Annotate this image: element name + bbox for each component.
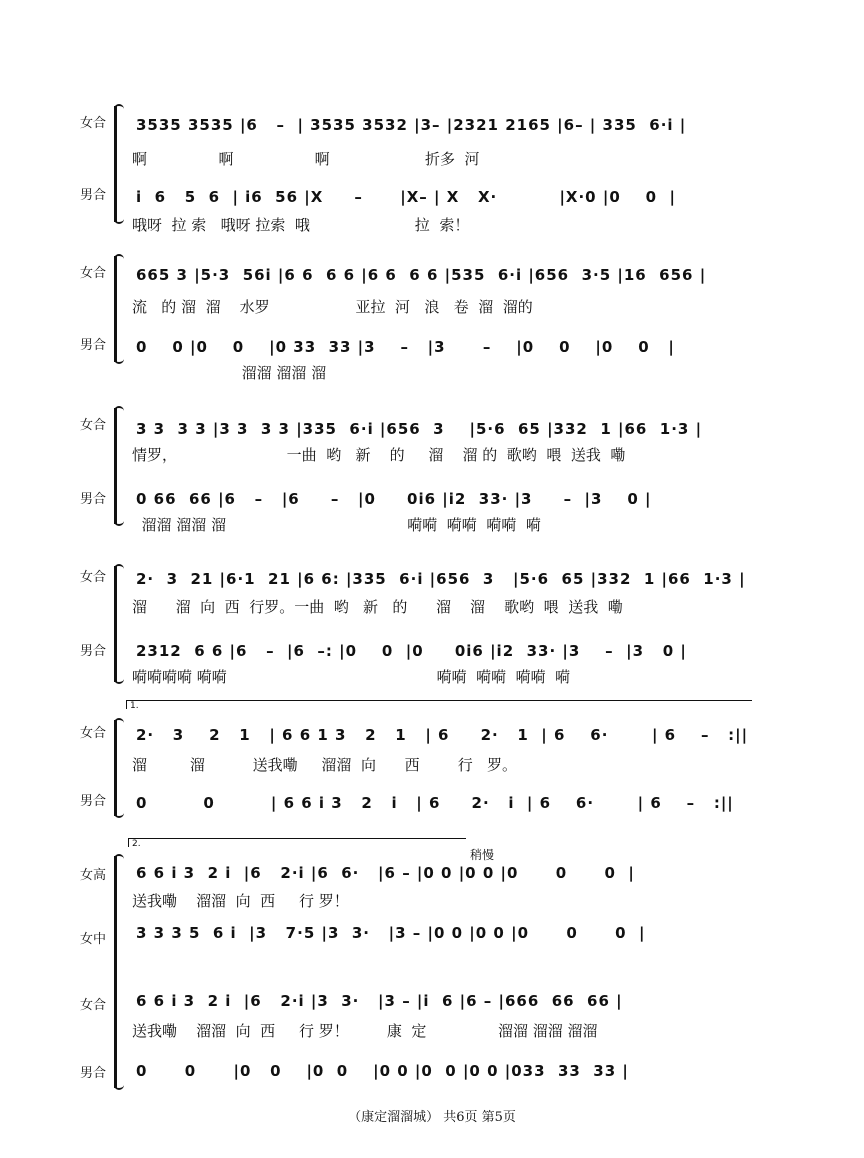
part-label: 女合 [80,418,107,433]
notes-line: 2· 3 2 1 | 6 6 1 3 2 1 | 6 2· 1 | 6 6· | 6 – :|| [136,726,749,744]
notes-line: 0 0 | 6 6 i 3 2 i | 6 2· i | 6 6· | 6 – :|| [136,794,734,812]
system-brace [114,856,123,1088]
notes-line: 0 0 |0 0 |0 33 33 |3 – |3 – |0 0 |0 0 | [136,338,675,356]
notes-line: 3535 3535 |6 – | 3535 3532 |3– |2321 2165 |6– | 335 6·i | [136,116,687,134]
lyrics-line: 啊 啊 啊 折多 河 [132,150,480,168]
page-footer: （康定溜溜城） 共6页 第5页 [348,1110,516,1125]
part-label: 女中 [80,932,107,947]
volta-bracket-2: 2. [128,838,466,847]
tempo-marking: 稍慢 [470,848,495,862]
notes-line: 0 0 |0 0 |0 0 |0 0 |0 0 |0 0 |033 33 33 | [136,1062,629,1080]
lyrics-line: 送我嘞 溜溜 向 西 行 罗！ [132,892,349,910]
part-label: 男合 [80,338,107,353]
system-brace [114,566,123,682]
system-brace [114,256,123,362]
lyrics-line: 溜 溜 送我嘞 溜溜 向 西 行 罗。 [132,756,518,774]
part-label: 女高 [80,868,107,883]
part-label: 女合 [80,570,107,585]
notes-line: 6 6 i 3 2 i |6 2·i |3 3· |3 – |i 6 |6 – |666 66 66 | [136,992,623,1010]
volta-bracket-1: 1. [126,700,752,709]
part-label: 女合 [80,116,107,131]
lyrics-line: 溜溜 溜溜 溜 嗬嗬 嗬嗬 嗬嗬 嗬 [132,516,541,534]
lyrics-line: 流 的 溜 溜 水罗 亚拉 河 浪 卷 溜 溜的 [132,298,533,316]
notes-line: 3 3 3 5 6 i |3 7·5 |3 3· |3 – |0 0 |0 0 |0 0 0 | [136,924,646,942]
part-label: 男合 [80,644,107,659]
part-label: 女合 [80,726,107,741]
lyrics-line: 溜 溜 向 西 行罗。一曲 哟 新 的 溜 溜 歌哟 喂 送我 嘞 [132,598,623,616]
lyrics-line: 情罗， 一曲 哟 新 的 溜 溜 的 歌哟 喂 送我 嘞 [132,446,626,464]
notes-line: 3 3 3 3 |3 3 3 3 |335 6·i |656 3 |5·6 65 |332 1 |66 1·3 | [136,420,703,438]
system-brace [114,106,123,222]
notes-line: 0 66 66 |6 – |6 – |0 0i6 |i2 33· |3 – |3 0 | [136,490,652,508]
notes-line: 6 6 i 3 2 i |6 2·i |6 6· |6 – |0 0 |0 0 |0 0 0 | [136,864,635,882]
part-label: 男合 [80,492,107,507]
system-brace [114,720,123,816]
part-label: 男合 [80,794,107,809]
notes-line: 2· 3 21 |6·1 21 |6 6: |335 6·i |656 3 |5·6 65 |332 1 |66 1·3 | [136,570,746,588]
part-label: 男合 [80,188,107,203]
part-label: 男合 [80,1066,107,1081]
notes-line: 665 3 |5·3 56i |6 6 6 6 |6 6 6 6 |535 6·i |656 3·5 |16 656 | [136,266,707,284]
notes-line: i 6 5 6 | i6 56 |X – |X– | X X· |X·0 |0 0 | [136,188,677,206]
system-brace [114,408,123,524]
part-label: 女合 [80,266,107,281]
notes-line: 2312 6 6 |6 – |6 –: |0 0 |0 0i6 |i2 33· |3 – |3 0 | [136,642,687,660]
lyrics-line: 送我嘞 溜溜 向 西 行 罗！ 康 定 溜溜 溜溜 溜溜 [132,1022,598,1040]
lyrics-line: 溜溜 溜溜 溜 [132,364,327,382]
lyrics-line: 哦呀 拉 索 哦呀 拉索 哦 拉 索！ [132,216,470,234]
lyrics-line: 嗬嗬嗬嗬 嗬嗬 嗬嗬 嗬嗬 嗬嗬 嗬 [132,668,571,686]
part-label: 女合 [80,998,107,1013]
